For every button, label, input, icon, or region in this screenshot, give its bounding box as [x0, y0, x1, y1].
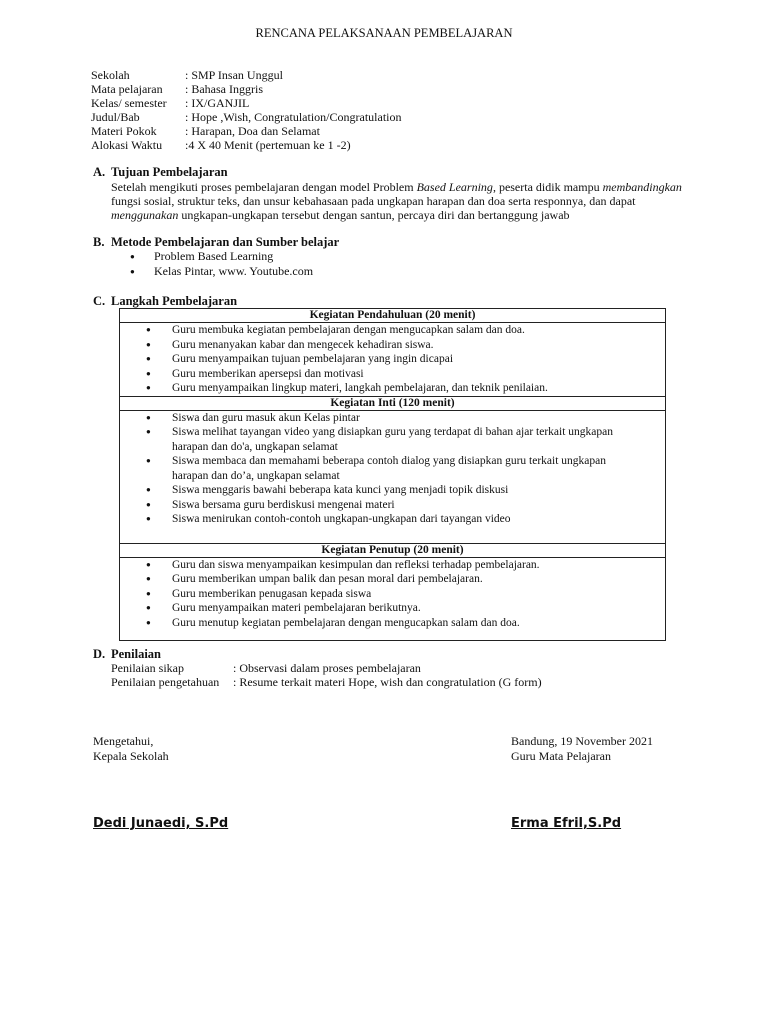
step-text: Guru memberikan apersepsi dan motivasi [172, 367, 364, 380]
step-text: Siswa menggaris bawahi beberapa kata kunci yang menjadi topik diskusi [172, 484, 509, 496]
table-row [120, 498, 665, 513]
table-spacer [120, 527, 665, 543]
table-row [120, 483, 665, 498]
bullet-icon: ● [146, 368, 151, 378]
bullet-icon: ● [146, 427, 151, 436]
identity-label: Sekolah [91, 68, 130, 82]
identity-label: Materi Pokok [91, 124, 157, 138]
bullet-icon: ● [130, 252, 135, 261]
section-title: Metode Pembelajaran dan Sumber belajar [111, 235, 340, 249]
section-number: B. [93, 235, 105, 249]
bullet-icon: ● [146, 354, 151, 363]
identity-value: : Bahasa Inggris [185, 82, 263, 96]
table-row [120, 323, 665, 338]
signature-caption: Mengetahui, [93, 734, 154, 748]
bullet-icon: ● [130, 267, 135, 276]
table-row [120, 587, 665, 602]
table-row [120, 338, 665, 353]
table-row [120, 367, 665, 382]
table-cell-penutup [120, 557, 666, 641]
bullet-icon: ● [146, 588, 151, 598]
section-d-heading [93, 647, 161, 661]
document-title: RENCANA PELAKSANAAN PEMBELAJARAN [255, 26, 513, 40]
section-a-paragraph [111, 180, 691, 222]
section-b-heading [93, 235, 339, 249]
list-item [130, 264, 313, 279]
identity-row-alokasi [91, 138, 402, 152]
signature-role: Guru Mata Pelajaran [511, 749, 611, 763]
bullet-icon: ● [146, 339, 151, 349]
identity-row-sekolah [91, 68, 402, 82]
bullet-icon: ● [146, 559, 151, 569]
table-cell-inti [120, 410, 666, 543]
section-number: D. [93, 647, 106, 661]
identity-value: : Harapan, Doa dan Selamat [185, 124, 320, 138]
table-row [120, 616, 665, 631]
para-text: fungsi sosial, struktur teks, dan unsur kebahasaan pada ungkapan harapan dan doa serta responnya, dan dapat [111, 194, 636, 208]
step-text: Siswa membaca dan memahami beberapa contoh dialog yang disiapkan guru terkait ungkapan harapan dan do’a, ungkapan selamat [172, 455, 606, 482]
table-row [120, 512, 665, 527]
table-row [120, 454, 665, 483]
section-c-heading [93, 294, 237, 308]
assessment-row [111, 661, 542, 675]
assessment-value: : Observasi dalam proses pembelajaran [233, 661, 421, 675]
identity-label: Judul/Bab [91, 110, 140, 124]
identity-value: : SMP Insan Unggul [185, 68, 283, 82]
bullet-icon: ● [146, 514, 151, 523]
step-text: Guru memberikan umpan balik dan pesan moral dari pembelajaran. [172, 573, 483, 585]
table-header-penutup: Kegiatan Penutup (20 menit) [120, 543, 666, 557]
signature-right [511, 734, 653, 764]
section-b-list [130, 249, 313, 279]
list-item [130, 249, 313, 264]
identity-value: : Hope ,Wish, Congratulation/Congratulation [185, 110, 402, 124]
bullet-icon: ● [146, 485, 151, 494]
identity-row-materi [91, 124, 402, 138]
identity-block [91, 68, 402, 152]
para-emphasis: membandingkan [602, 180, 682, 194]
learning-steps-table [119, 308, 666, 641]
table-row [120, 572, 665, 587]
step-text: Guru menyampaikan lingkup materi, langkah pembelajaran, dan teknik penilaian. [172, 382, 548, 394]
signature-name-left: Dedi Junaedi, S.Pd [93, 816, 229, 831]
table-row [120, 558, 665, 573]
table-row [120, 411, 665, 426]
table-header-pendahuluan: Kegiatan Pendahuluan (20 menit) [120, 309, 666, 323]
signature-role: Kepala Sekolah [93, 749, 169, 763]
assessment-block [111, 661, 542, 689]
step-text: Guru memberikan penugasan kepada siswa [172, 587, 372, 600]
step-text: Guru menanyakan kabar dan mengecek kehadiran siswa. [172, 338, 434, 351]
section-number: C. [93, 294, 106, 308]
table-cell-pendahuluan [120, 323, 666, 397]
signature-left [93, 734, 169, 764]
signature-date: Bandung, 19 November 2021 [511, 734, 653, 748]
identity-label: Kelas/ semester [91, 96, 167, 110]
step-text: Guru membuka kegiatan pembelajaran dengan mengucapkan salam dan doa. [172, 324, 525, 336]
section-title: Penilaian [111, 647, 162, 661]
bullet-icon: ● [146, 617, 151, 627]
identity-label: Mata pelajaran [91, 82, 163, 96]
assessment-row [111, 675, 542, 689]
assessment-label: Penilaian sikap [111, 661, 184, 675]
assessment-label: Penilaian pengetahuan [111, 675, 220, 689]
identity-row-kelas [91, 96, 402, 110]
step-text: Guru menyampaikan materi pembelajaran berikutnya. [172, 602, 421, 614]
identity-row-judul [91, 110, 402, 124]
identity-value: : IX/GANJIL [185, 96, 250, 110]
table-row [120, 601, 665, 616]
section-number: A. [93, 165, 106, 179]
table-row [120, 425, 665, 454]
para-emphasis: menggunakan [111, 208, 179, 222]
table-row [120, 352, 665, 367]
section-title: Tujuan Pembelajaran [111, 165, 228, 179]
table-header-inti: Kegiatan Inti (120 menit) [120, 396, 666, 410]
bullet-icon: ● [146, 412, 151, 422]
step-text: Siswa melihat tayangan video yang disiapkan guru yang terdapat di bahan ajar terkait ungkapan harapan dan do'a, ungkapan selamat [172, 426, 614, 453]
step-text: Siswa dan guru masuk akun Kelas pintar [172, 411, 360, 424]
assessment-value: : Resume terkait materi Hope, wish dan congratulation (G form) [233, 675, 542, 689]
step-text: Siswa bersama guru berdiskusi mengenai materi [172, 498, 395, 511]
identity-value: :4 X 40 Menit (pertemuan ke 1 -2) [185, 138, 351, 152]
bullet-icon: ● [146, 383, 151, 392]
table-row [120, 381, 665, 396]
bullet-icon: ● [146, 603, 151, 612]
step-text: Guru menyampaikan tujuan pembelajaran yang ingin dicapai [172, 353, 454, 365]
bullet-icon: ● [146, 325, 151, 334]
identity-row-mapel [91, 82, 402, 96]
step-text: Guru menutup kegiatan pembelajaran dengan mengucapkan salam dan doa. [172, 616, 520, 629]
para-text: , peserta didik mampu [492, 180, 603, 194]
signature-name-right: Erma Efril,S.Pd [511, 816, 622, 831]
section-a-heading [93, 165, 228, 179]
identity-label: Alokasi Waktu [91, 138, 163, 152]
bullet-icon: ● [146, 499, 151, 509]
para-text: ungkapan-ungkapan tersebut dengan santun, percaya diri dan bertanggung jawab [178, 208, 570, 222]
section-title: Langkah Pembelajaran [111, 294, 238, 308]
bullet-icon: ● [146, 456, 151, 465]
para-text: Setelah mengikuti proses pembelajaran dengan model Problem [111, 180, 417, 194]
step-text: Guru dan siswa menyampaikan kesimpulan dan refleksi terhadap pembelajaran. [172, 558, 540, 571]
list-item-text: Kelas Pintar, www. Youtube.com [154, 264, 314, 278]
list-item-text: Problem Based Learning [154, 249, 274, 263]
step-text: Siswa menirukan contoh-contoh ungkapan-ungkapan dari tayangan video [172, 513, 511, 525]
para-emphasis: Based Learning [416, 180, 493, 194]
bullet-icon: ● [146, 574, 151, 583]
